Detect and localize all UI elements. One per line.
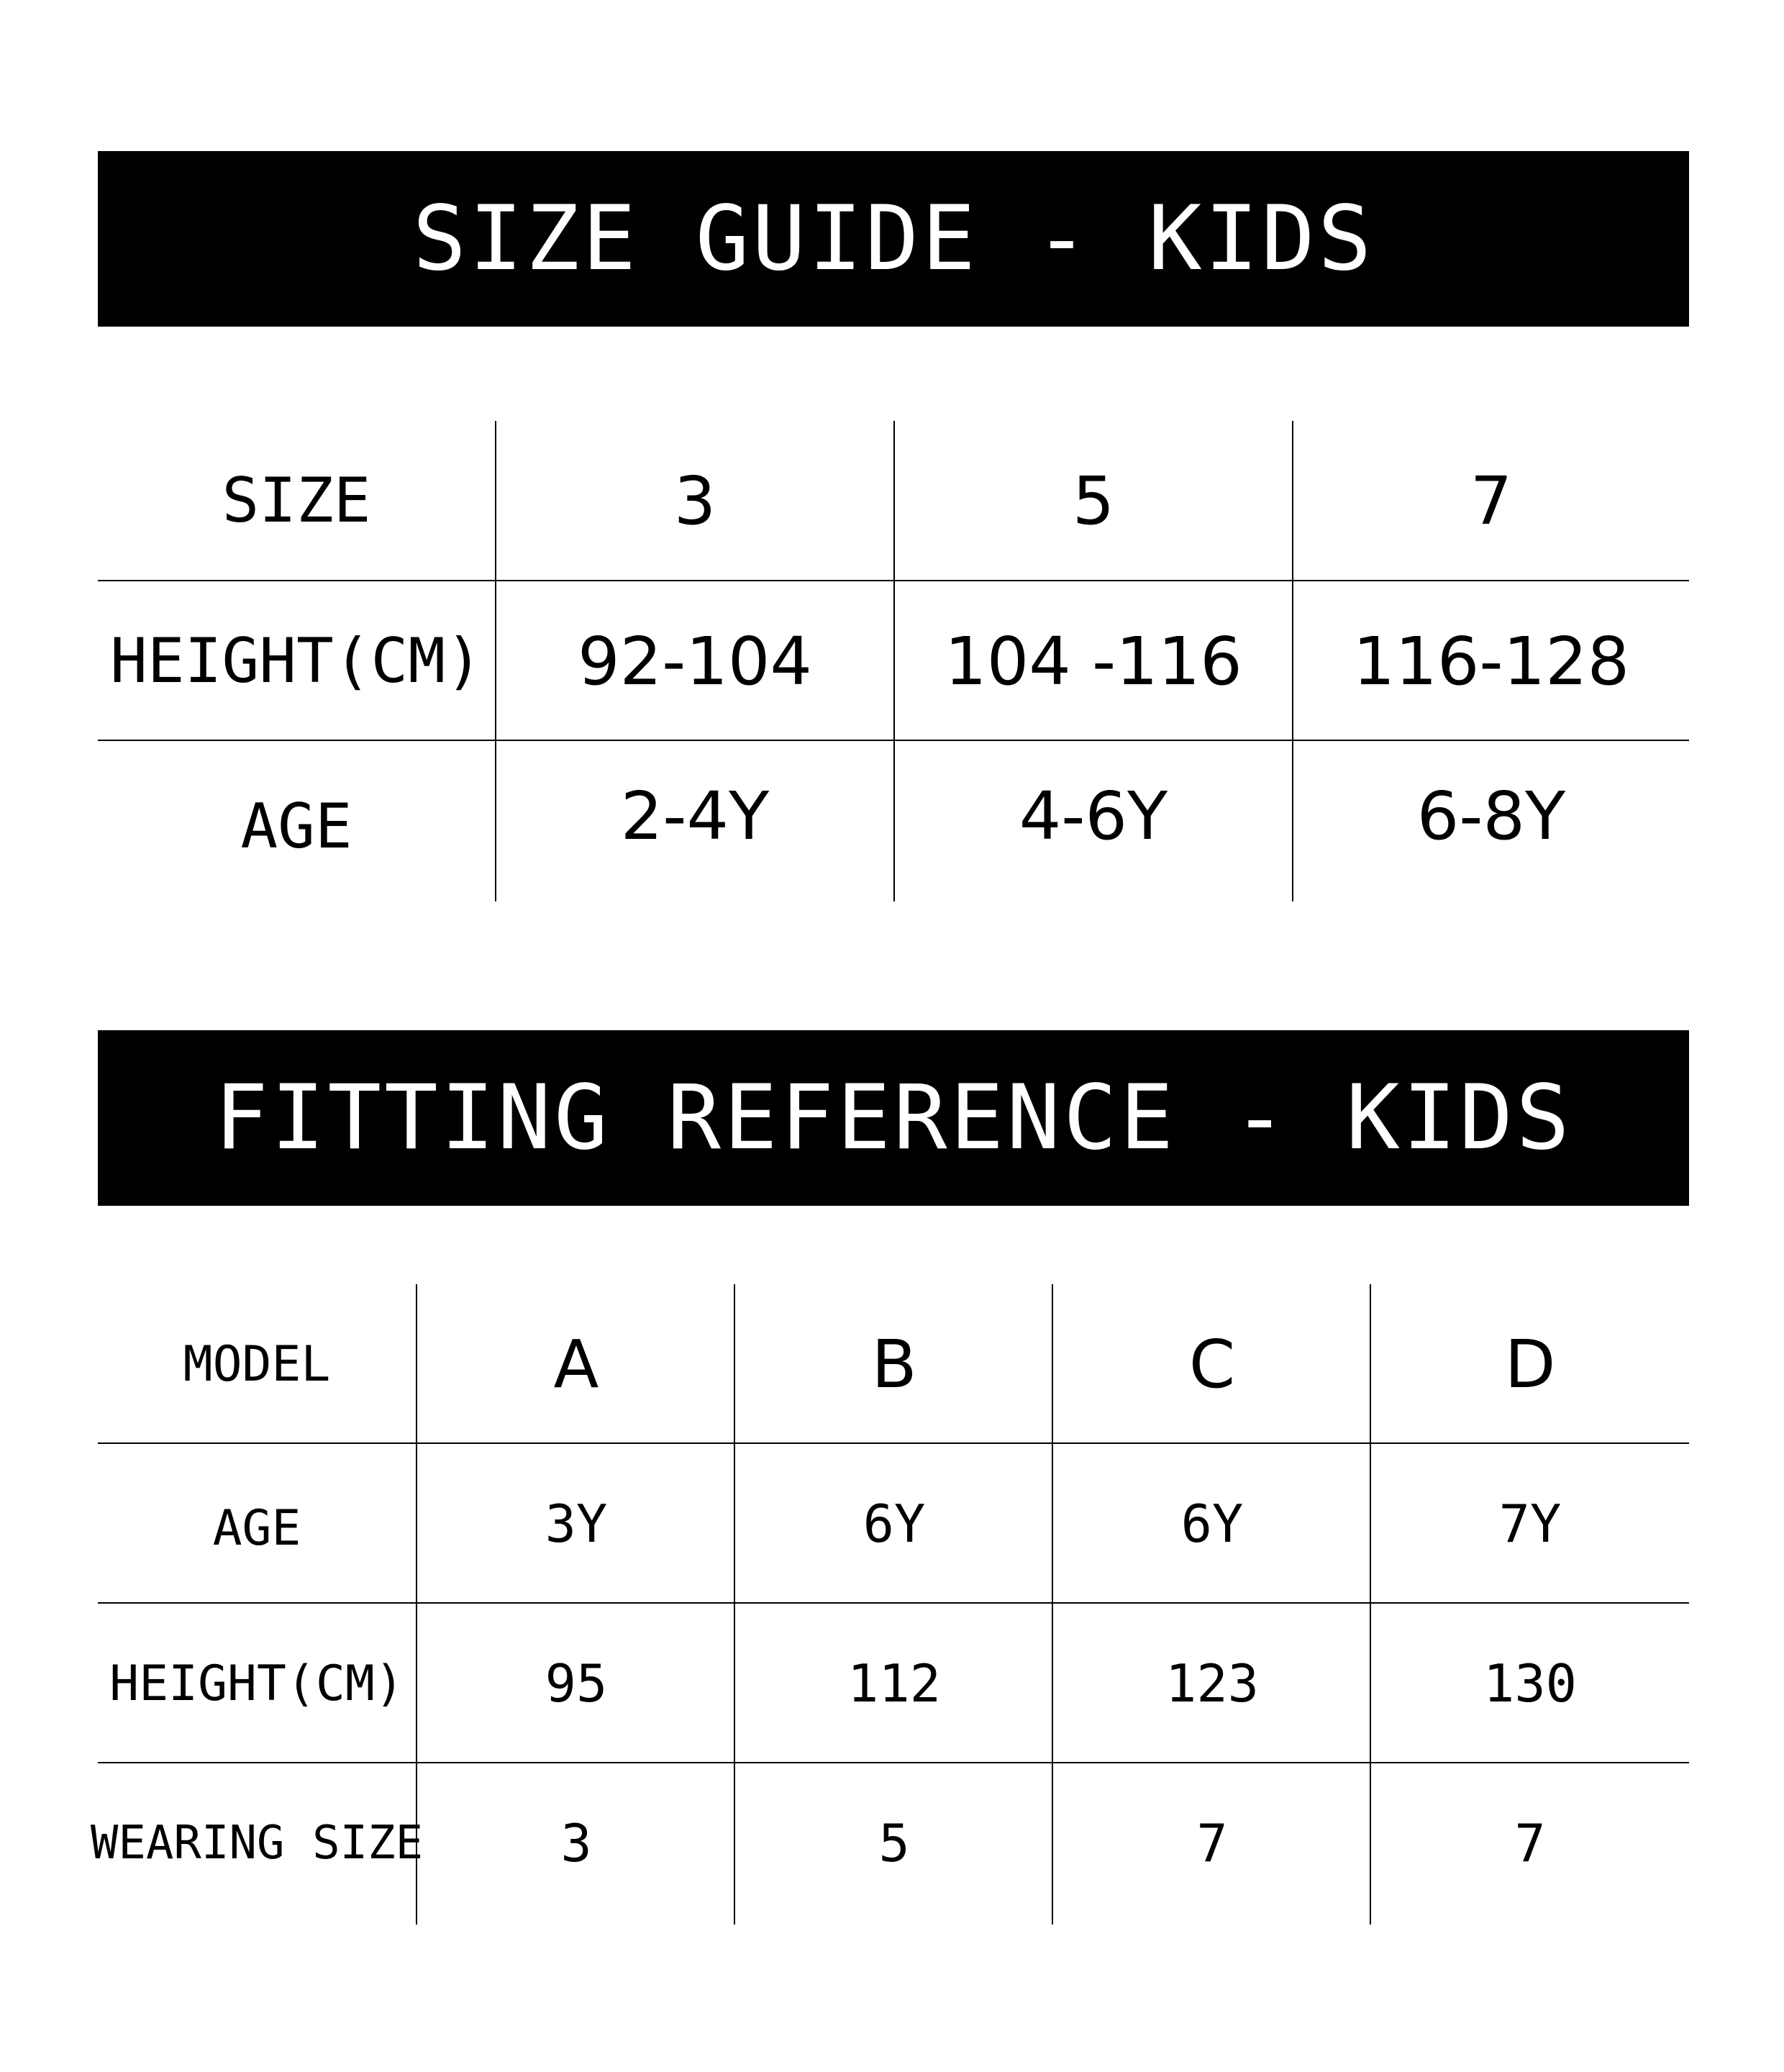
table-cell: 5: [1072, 462, 1115, 540]
table-row-height: [98, 581, 1689, 741]
table-cell: 6Y: [863, 1494, 926, 1554]
fitting-reference-table: [90, 1284, 1689, 1925]
row-label: MODEL: [183, 1335, 331, 1393]
table-cell: 7: [1196, 1813, 1228, 1873]
row-label: SIZE: [222, 465, 371, 537]
row-label: HEIGHT(CM): [110, 625, 483, 697]
table-cell: 7: [1514, 1813, 1546, 1873]
table-cell: 7Y: [1498, 1494, 1562, 1554]
table-cell: A: [553, 1325, 599, 1403]
table-cell: 5: [878, 1813, 910, 1873]
row-label: WEARING SIZE: [90, 1817, 424, 1870]
table-row-age: [98, 741, 1689, 901]
table-row-size: [98, 421, 1689, 581]
size-guide-table: [98, 421, 1689, 901]
table-row-age: [98, 1444, 1689, 1604]
table-cell: 3: [673, 462, 716, 540]
table-cell: 92-104: [578, 622, 812, 700]
row-label: AGE: [212, 1499, 301, 1557]
table-cell: 116-128: [1352, 622, 1630, 700]
table-row-height: [98, 1604, 1689, 1763]
size-guide-banner: [98, 151, 1689, 327]
table-cell: C: [1188, 1325, 1236, 1403]
table-cell: B: [871, 1325, 917, 1403]
table-row-model: [98, 1284, 1689, 1444]
table-cell: 3Y: [545, 1494, 608, 1554]
fitting-reference-title: FITTING REFERENCE - KIDS: [214, 1066, 1573, 1170]
table-cell: 130: [1483, 1653, 1578, 1714]
size-guide-title: SIZE GUIDE - KIDS: [412, 187, 1375, 291]
table-cell: D: [1504, 1325, 1556, 1403]
table-cell: 95: [545, 1653, 608, 1714]
table-cell: 6-8Y: [1416, 777, 1566, 855]
table-cell: 6Y: [1180, 1494, 1244, 1554]
table-cell: 4-6Y: [1019, 777, 1168, 855]
table-cell: 104 -116: [945, 622, 1242, 700]
table-cell: 123: [1165, 1653, 1260, 1714]
table-cell: 2-4Y: [620, 777, 770, 855]
table-cell: 3: [560, 1813, 592, 1873]
table-row-wearing-size: [90, 1763, 1689, 1923]
table-cell: 112: [847, 1653, 942, 1714]
table-cell: 7: [1470, 462, 1513, 540]
row-label: AGE: [240, 791, 352, 863]
row-label: HEIGHT(CM): [109, 1655, 404, 1712]
fitting-reference-banner: [98, 1030, 1689, 1206]
